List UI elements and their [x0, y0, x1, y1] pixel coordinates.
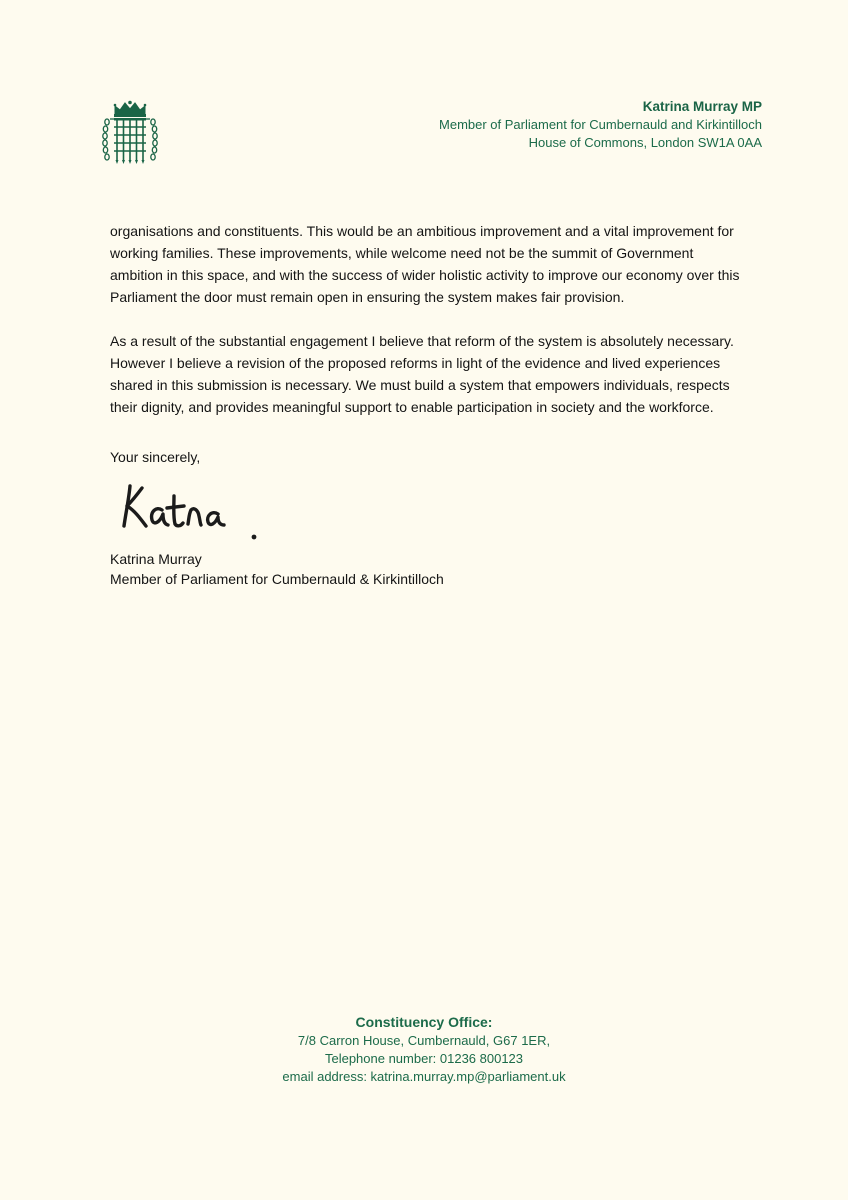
footer — [0, 1012, 848, 1086]
paragraph: As a result of the substantial engagement I believe that reform of the system is absolutely necessary. However I believe a revision of the proposed reforms in light of the evidence and lived experiences shared in this submission is necessary. We must build a system that empowers individuals, respects their dignity, and provides meaningful support to enable participation in society and the workforce. — [110, 333, 734, 415]
footer-address: 7/8 Carron House, Cumbernauld, G67 1ER, — [297, 1033, 551, 1048]
signer-role: Member of Parliament for Cumbernauld & Kirkintilloch — [110, 571, 444, 587]
letter-body — [110, 220, 750, 440]
signoff: Your sincerely, — [110, 449, 201, 465]
signer-name: Katrina Murray — [110, 551, 202, 567]
letterhead — [439, 98, 762, 152]
sender-address: House of Commons, London SW1A 0AA — [528, 135, 762, 150]
footer-title: Constituency Office: — [355, 1014, 493, 1030]
signature — [112, 474, 272, 546]
portcullis-crown-icon — [101, 100, 159, 166]
signer-block — [110, 549, 444, 589]
paragraph: organisations and constituents. This would be an ambitious improvement and a vital improvement for working families. These improvements, while welcome need not be the summit of Government ambition in this space, and with the success of wider holistic activity to improve our economy over this Parliament the door must remain open in ensuring the system makes fair provision. — [110, 223, 740, 305]
footer-telephone: Telephone number: 01236 800123 — [324, 1051, 524, 1066]
footer-email: email address: katrina.murray.mp@parliament.uk — [282, 1069, 566, 1084]
sender-name: Katrina Murray MP — [642, 99, 762, 114]
sender-role: Member of Parliament for Cumbernauld and Kirkintilloch — [439, 117, 762, 132]
